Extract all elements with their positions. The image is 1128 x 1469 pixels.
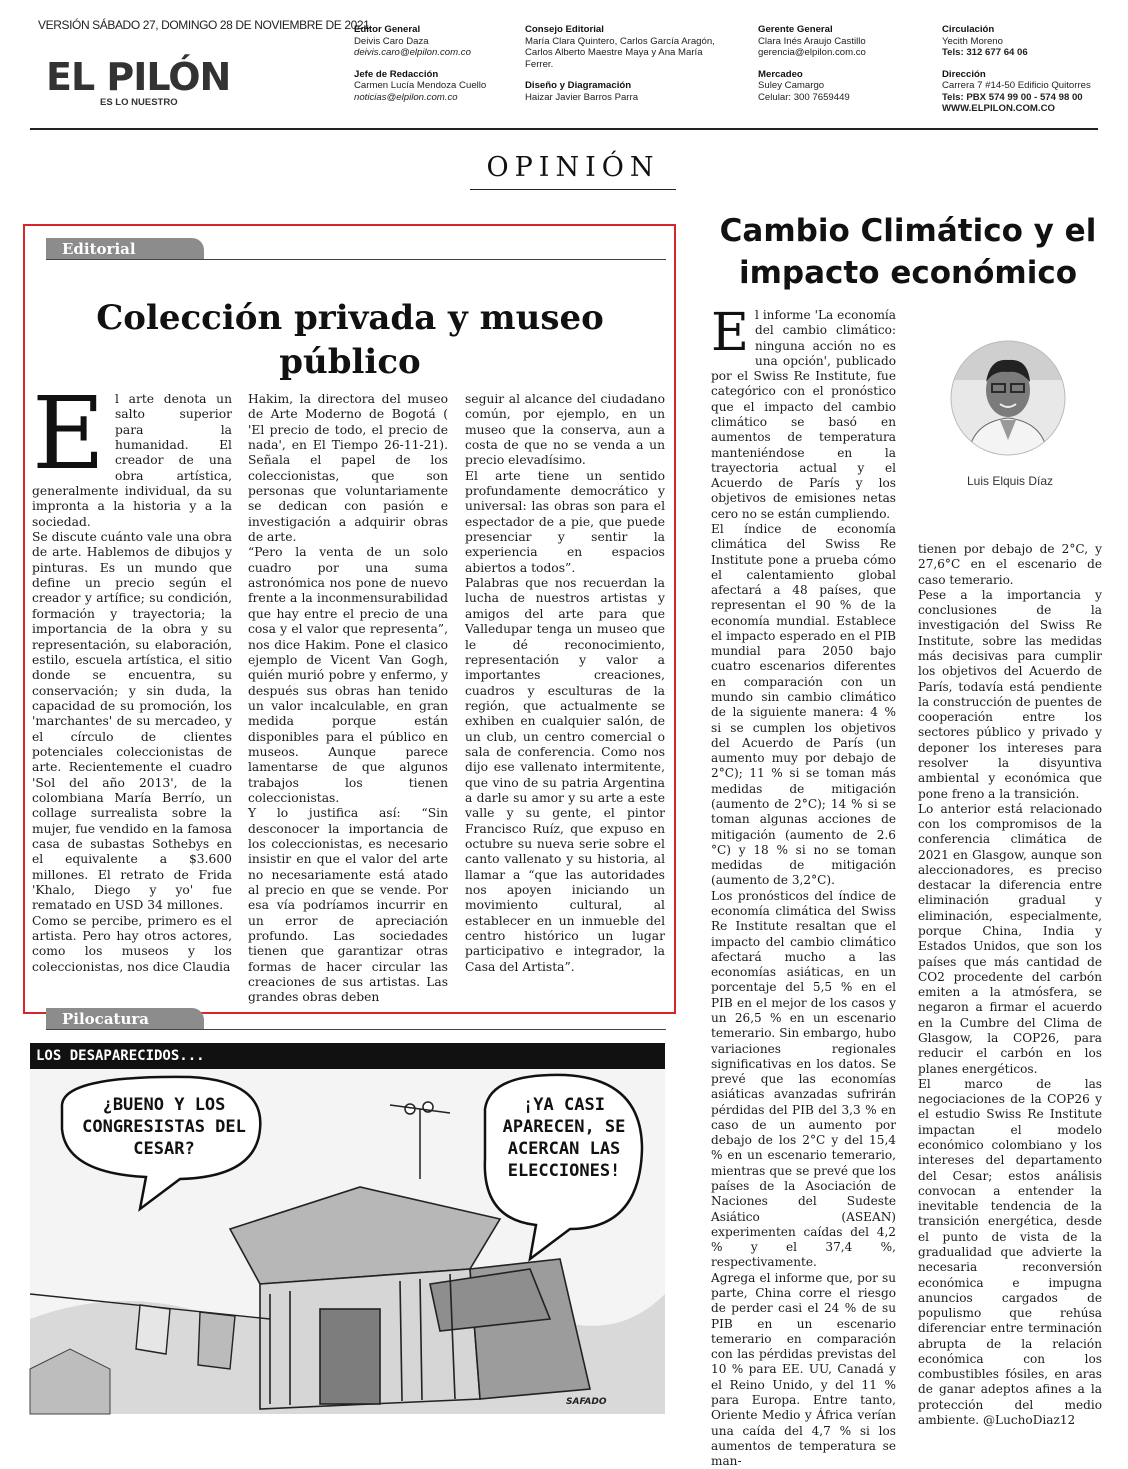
editorial-column-3 xyxy=(465,392,665,975)
consejo-line-1: María Clara Quintero, Carlos García Aragón, xyxy=(525,35,715,47)
newspaper-slogan: ES LO NUESTRO xyxy=(100,97,178,108)
editorial-paragraph: seguir al alcance del ciudadano común, por ejemplo, en un museo que la conserva, aun a costa de que no se venda a un precio elevadísimo. xyxy=(465,392,665,468)
pilocatura-label: Pilocatura xyxy=(46,1008,204,1030)
opinion-column-1 xyxy=(711,303,896,1469)
consejo-role: Consejo Editorial xyxy=(525,24,604,35)
editorial-paragraph: Se discute cuánto vale una obra de arte. Hablemos de dibujos y pinturas. Es un mundo que define un precio según el creador y artífice; su condición, formación y trayectoria; la importancia de la obra y su representación, su elaboración, estilo, escuela artística, el sitio donde se encuentra, su conservación; y sin duda, la capacidad de su promoción, los 'marchantes' de su mercadeo, y el círculo de clientes potenciales coleccionistas de arte. Recientemente el cuadro 'Sol del año 2013', de la colombiana María Berrío, un collage surrealista sobre la mujer, fue vendido en la famosa casa de subastas Sothebys en el equivalente a $3.600 millones. El retrato de Frida 'Khalo, Diego y yo' fue rematado en USD 34 millones. xyxy=(32,530,232,913)
pilocatura-label-line xyxy=(46,1029,666,1030)
editorial-paragraph: l arte denota un salto superior para la humanidad. El creador de una obra artística, generalmente individual, da su impronta a la historia y a la sociedad. xyxy=(32,392,232,529)
opinion-paragraph: l informe 'La economía del cambio climático: ninguna acción no es una opción', publicado por el Swiss Re Institute, fue categórico con el pronóstico que el impacto del cambio climático se basó en aumentos de temperatura manteniéndose en la trayectoria actual y el Acuerdo de París y los objetivos de emisiones netas cero no se están cumpliendo. xyxy=(711,308,896,521)
masthead-column-1 xyxy=(354,24,486,113)
website-link[interactable]: WWW.ELPILON.COM.CO xyxy=(942,103,1055,114)
jefe-redaccion-name: Carmen Lucía Mendoza Cuello xyxy=(354,80,487,91)
circulacion-name: Yecith Moreno xyxy=(942,35,1003,47)
consejo-line-3: Ferrer. xyxy=(525,58,554,70)
circulacion-role: Circulación xyxy=(942,24,995,35)
author-portrait xyxy=(950,340,1066,456)
opinion-paragraph: Los pronósticos del índice de economía climática del Swiss Re Institute resaltan que el impacto del cambio climático afectará mucho a las economías asiáticas, en un porcentaje del 5,5 % en el PIB en el mejor de los casos y un 26,5 % en un escenario temerario. Sin embargo, hubo variaciones regionales significativas en los datos. Se prevé que las economías asiáticas avanzadas sufrirán pérdidas del PIB del 3,3 % en caso de un aumento por debajo de los 2°C y del 15,4 % en un escenario temerario, mientras que se prevé que los países de la Asociación de Naciones del Sudeste Asiático (ASEAN) experimenten caídas del 4,2 % y el 37,4 %, respectivamente. xyxy=(711,888,896,1270)
consejo-line-2: Carlos Alberto Maestre Maya y Ana María xyxy=(525,47,703,58)
section-underline xyxy=(470,189,676,190)
cartoonist-signature: SAFADO xyxy=(566,1397,607,1407)
jefe-redaccion-role: Jefe de Redacción xyxy=(354,68,439,80)
opinion-paragraph: Pese a la importancia y conclusiones de la investigación del Swiss Re Institute, sobre las medidas más decisivas para cumplir los objetivos del Acuerdo de París, todavía está pendiente la construcción de puentes de cooperación entre los sectores público y privado y deponer los intereses para resolver la disyuntiva ambiental y económica que pone freno a la transición. xyxy=(918,587,1102,801)
editorial-paragraph: El arte tiene un sentido profundamente democrático y universal: las obras son para el espectador de a pie, que puede presenciar y sentir la experiencia en espacios abiertos a todos”. xyxy=(465,468,665,575)
editorial-column-2 xyxy=(248,392,448,1006)
opinion-title: Cambio Climático y el impacto económico xyxy=(719,213,1097,291)
jefe-redaccion-email[interactable]: noticias@elpilon.com.co xyxy=(354,91,458,103)
gerente-role: Gerente General xyxy=(758,24,833,35)
bubble-left-text: ¿BUENO Y LOS CONGRESISTAS DEL CESAR? xyxy=(82,1095,246,1159)
editor-general-name: Deivis Caro Daza xyxy=(354,35,429,47)
direccion-role: Dirección xyxy=(942,68,986,80)
masthead-column-3 xyxy=(758,24,866,113)
opinion-paragraph: Agrega el informe que, por su parte, China corre el riesgo de perder casi el 24 % de su PIB en un escenario temerario en comparación con las pérdidas previstas del 10 % para EE. UU, Canadá y el Reino Unido, y del 11 % para Europa. Entre tanto, Oriente Medio y África verían una caída del 4,7 % si los aumentos de temperatura se man- xyxy=(711,1270,896,1469)
header-rule xyxy=(30,128,1098,130)
editorial-paragraph: Y lo justifica así: “Sin desconocer la importancia de los coleccionistas, es necesario insistir en que el valor del arte no necesariamente está atado al precio en que se vende. Por esa vía podríamos incurrir en un error de apreciación profundo. Las sociedades tienen que garantizar otras formas de hacer circular las creaciones de sus artistas. Las grandes obras deben xyxy=(248,806,448,1005)
opinion-paragraph: El marco de las negociaciones de la COP26 y el estudio Swiss Re Institute impactan el modelo económico colombiano y los intereses del departamento del Cesar; estos análisis convocan a entender la inevitable tendencia de la transición energética, desde el punto de vista de la gradualidad que advierte la necesaria reconversión económica e impugna anuncios cargados de populismo que rehúsa diferenciar entre terminación abrupta de la relación económica con los combustibles fósiles, en aras de ganar adeptos afines a la protección del medio ambiente. @LuchoDiaz12 xyxy=(918,1076,1102,1428)
editorial-column-1 xyxy=(32,375,232,975)
editorial-paragraph: Hakim, la directora del museo de Arte Moderno de Bogotá ( 'El precio de todo, el precio de nada', en El Tiempo 26-11-21). Señala el papel de los coleccionistas, que son personas que voluntariamente se dedican con pasión e investigación a adquirir obras de arte. xyxy=(248,392,448,545)
opinion-paragraph: Lo anterior está relacionado con los compromisos de la conferencia climática de 2021 en Glasgow, aunque son aleccionadores, es preciso destacar la diferencia entre eliminación gradual y eliminación, especialmente, porque China, India y Estados Unidos, que son los países que más cantidad de CO2 procedente del carbón emiten a la atmósfera, se negaron a firmar el acuerdo en la Cumbre del Clima de Glasgow, la COP26, para reducir el carbón en los planes energéticos. xyxy=(918,801,1102,1076)
circulacion-phone: Tels: 312 677 64 06 xyxy=(942,47,1028,58)
opinion-dropcap: E xyxy=(711,303,749,363)
editorial-paragraph: “Pero la venta de un solo cuadro por una suma astronómica nos pone de nuevo frente a la inconmensurabilidad que hay entre el precio de una cosa y el valor que representa”, nos dice Hakim. Pone el clasico ejemplo de Vicent Van Gogh, quién murió pobre y enfermo, y después sus obras han tenido un valor incalculable, en gran medida porque están disponibles para el público en museos. Aunque parece lamentarse de que algunos trabajos los tienen coleccionistas. xyxy=(248,545,448,805)
section-title: OPINIÓN xyxy=(486,152,660,183)
editorial-paragraph: Como se percibe, primero es el artista. Pero hay otros actores, como los museos y los coleccionistas, nos dice Claudia xyxy=(32,913,232,974)
direccion-address: Carrera 7 #14-50 Edificio Quitorres xyxy=(942,80,1091,91)
editorial-title: Colección privada y museo público xyxy=(96,298,604,382)
editor-general-role: Editor General xyxy=(354,24,421,35)
opinion-column-2 xyxy=(918,542,1102,1428)
masthead-column-4 xyxy=(942,24,1091,125)
gerente-email[interactable]: gerencia@elpilon.com.co xyxy=(758,47,866,58)
mercadeo-role: Mercadeo xyxy=(758,68,803,80)
edition-date: VERSIÓN SÁBADO 27, DOMINGO 28 DE NOVIEMBRE DE 2021 xyxy=(38,18,370,32)
editorial-label: Editorial xyxy=(46,238,204,260)
opinion-paragraph: tienen por debajo de 2°C, y 27,6°C en el escenario de caso temerario. xyxy=(918,542,1102,587)
gerente-name: Clara Inés Araujo Castillo xyxy=(758,35,866,47)
diseno-name: Haizar Javier Barros Parra xyxy=(525,91,639,103)
diseno-role: Diseño y Diagramación xyxy=(525,80,632,91)
opinion-paragraph: El índice de economía climática del Swiss Re Institute pone a prueba cómo el calentamiento global afectará a 48 países, que representan el 90 % de la economía mundial. Establece el impacto esperado en el PIB mundial para 2050 bajo cuatro escenarios diferentes en comparación con un mundo sin cambio climático de la siguiente manera: 4 % si se cumplen los objetivos del Acuerdo de París (un aumento muy por debajo de 2°C); 11 % si se toman más medidas de mitigación (aumento de 2°C); 14 % si se toman algunas acciones de mitigación (aumento de 2.6 °C) y 18 % si no se toman medidas de mitigación (aumento de 3,2°C). xyxy=(711,521,896,888)
newspaper-logo[interactable]: EL PILÓN xyxy=(46,55,231,99)
editor-general-email[interactable]: deivis.caro@elpilon.com.co xyxy=(354,47,471,58)
editorial-paragraph: Palabras que nos recuerdan la lucha de nuestros artistas y amigos del arte para que Valledupar tenga un museo que le dé reconocimiento, representación y valor a importantes creaciones, cuadros y esculturas de la región, que actualmente se exhiben en cualquier salón, de un club, un centro comercial o sala de conferencia. Como nos dijo ese vallenato intermitente, que vino de su patria Argentina a darle su amor y su arte a este valle y su gente, el pintor Francisco Ruíz, que expuso en octubre su nueva serie sobre el canto vallenato y su historia, al llamar a “que las autoridades nos apoyen iniciando un movimiento cultural, al establecer en un inmueble del centro histórico un lugar participativo e integrador, la Casa del Artista”. xyxy=(465,576,665,974)
direccion-phone: Tels: PBX 574 99 00 - 574 98 00 xyxy=(942,91,1083,103)
editorial-label-line xyxy=(46,259,666,260)
masthead-column-2 xyxy=(525,24,715,113)
author-name: Luis Elquis Díaz xyxy=(966,474,1054,488)
editorial-dropcap: E xyxy=(32,375,105,492)
mercadeo-phone: Celular: 300 7659449 xyxy=(758,91,850,103)
mercadeo-name: Suley Camargo xyxy=(758,80,825,91)
cartoon-banner: LOS DESAPARECIDOS... xyxy=(30,1043,665,1069)
bubble-right-text: ¡YA CASI APARECEN, SE ACERCAN LAS ELECCIONES! xyxy=(502,1095,626,1181)
